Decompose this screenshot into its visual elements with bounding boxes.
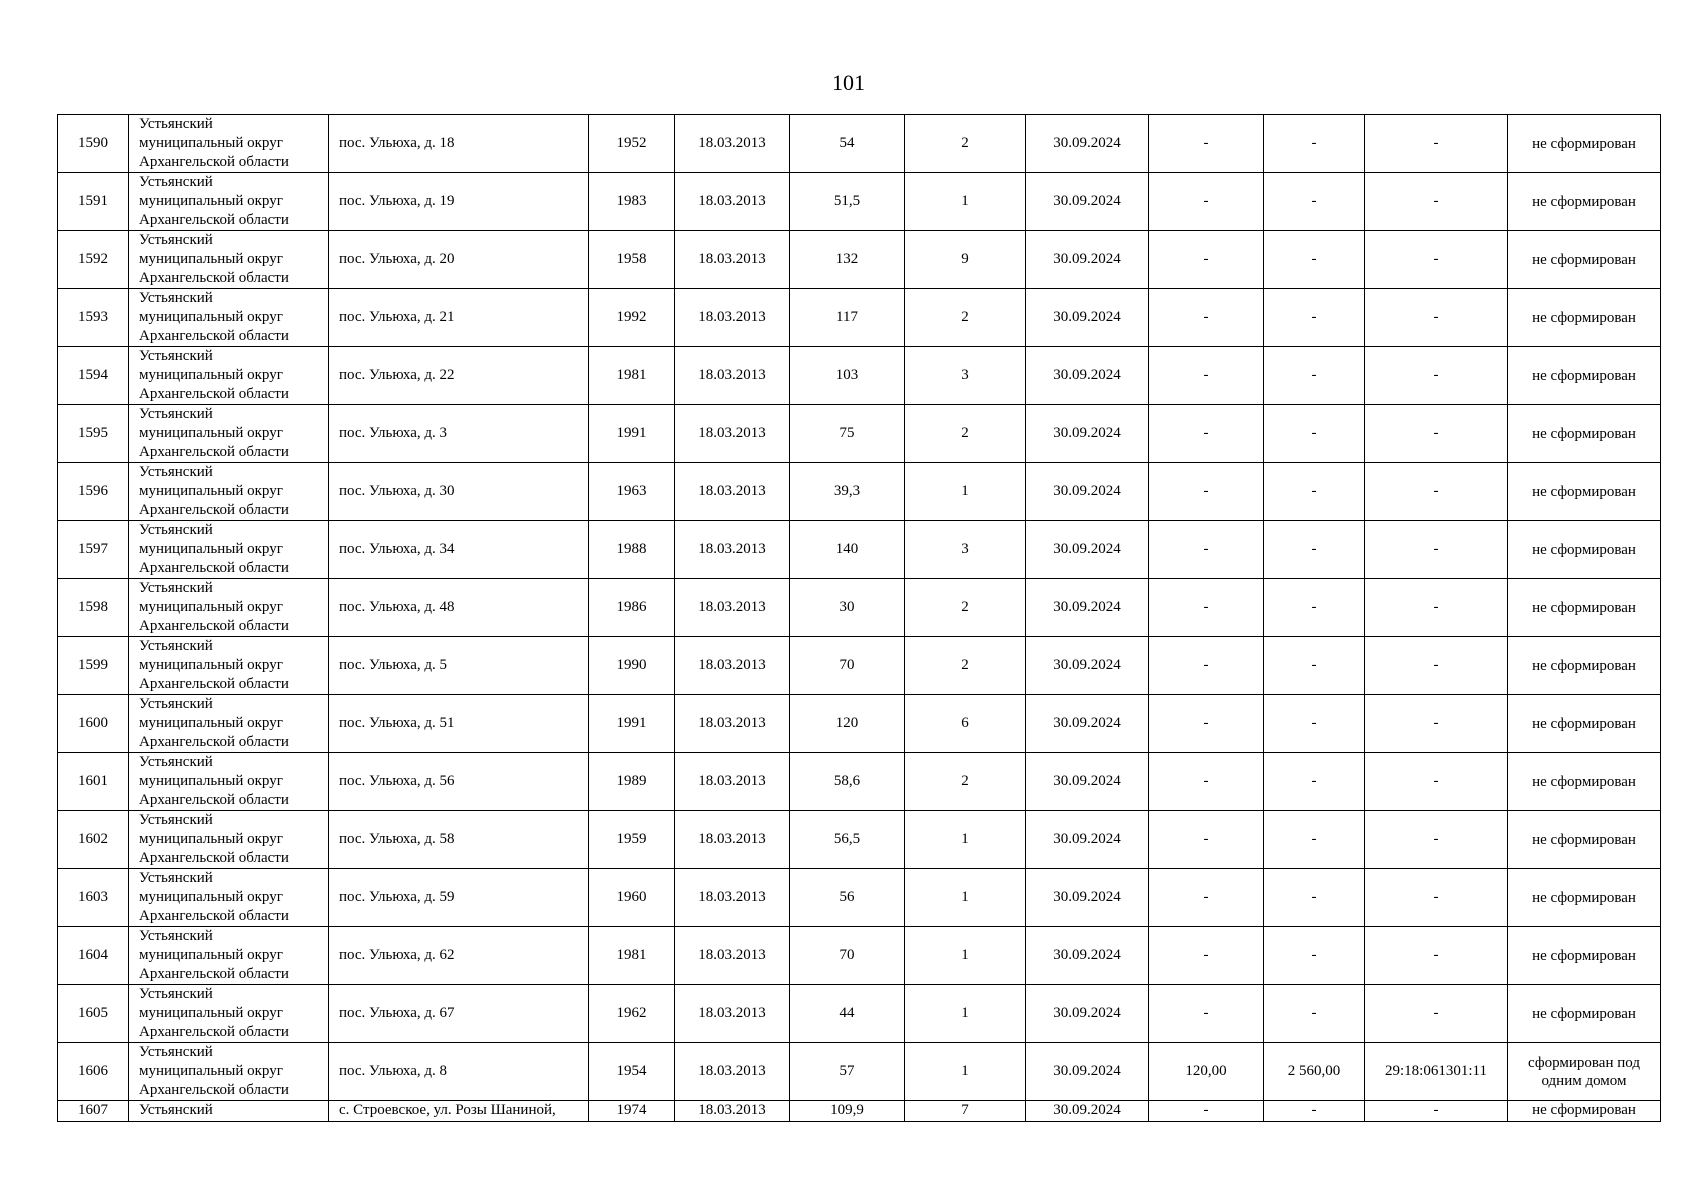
year-built-cell: 1991 — [589, 695, 675, 753]
land-area-cell: 120,00 — [1149, 1043, 1264, 1101]
cadastral-number-cell: - — [1365, 115, 1508, 173]
row-number-cell: 1597 — [58, 521, 129, 579]
status-cell: не сформирован — [1508, 521, 1661, 579]
area-cell: 117 — [790, 289, 905, 347]
municipality-line: Устьянский — [139, 870, 213, 886]
land-area-cell: - — [1149, 115, 1264, 173]
municipality-cell — [129, 811, 329, 869]
row-number-cell: 1605 — [58, 985, 129, 1043]
municipality-line: муниципальный округ — [139, 367, 283, 383]
table-body — [58, 115, 1661, 1122]
date-cell: 18.03.2013 — [675, 579, 790, 637]
row-number-cell: 1598 — [58, 579, 129, 637]
municipality-line: Устьянский — [139, 348, 213, 364]
municipality-line: Архангельской области — [139, 618, 289, 634]
area-cell: 58,6 — [790, 753, 905, 811]
status-cell: сформирован под одним домом — [1508, 1043, 1661, 1101]
cost-cell: - — [1264, 985, 1365, 1043]
municipality-line: Устьянский — [139, 522, 213, 538]
municipality-cell — [129, 521, 329, 579]
row-number-cell: 1591 — [58, 173, 129, 231]
land-area-cell: - — [1149, 173, 1264, 231]
address-cell: пос. Ульюха, д. 59 — [329, 869, 589, 927]
count-cell: 2 — [905, 753, 1026, 811]
count-cell: 2 — [905, 115, 1026, 173]
deadline-cell: 30.09.2024 — [1026, 231, 1149, 289]
count-cell: 1 — [905, 1043, 1026, 1101]
deadline-cell: 30.09.2024 — [1026, 347, 1149, 405]
date-cell: 18.03.2013 — [675, 811, 790, 869]
year-built-cell: 1986 — [589, 579, 675, 637]
municipality-cell — [129, 1101, 329, 1122]
row-number-cell: 1600 — [58, 695, 129, 753]
cadastral-number-cell: - — [1365, 347, 1508, 405]
cost-cell: - — [1264, 115, 1365, 173]
municipality-cell — [129, 927, 329, 985]
table-row — [58, 753, 1661, 811]
deadline-cell: 30.09.2024 — [1026, 521, 1149, 579]
area-cell: 132 — [790, 231, 905, 289]
municipality-line: муниципальный округ — [139, 309, 283, 325]
status-cell: не сформирован — [1508, 869, 1661, 927]
municipality-cell — [129, 579, 329, 637]
land-area-cell: - — [1149, 289, 1264, 347]
cadastral-number-cell: - — [1365, 289, 1508, 347]
municipality-line: Устьянский — [139, 290, 213, 306]
address-cell: пос. Ульюха, д. 56 — [329, 753, 589, 811]
municipality-cell — [129, 115, 329, 173]
status-cell: не сформирован — [1508, 811, 1661, 869]
municipality-cell — [129, 289, 329, 347]
land-area-cell: - — [1149, 405, 1264, 463]
row-number-cell: 1604 — [58, 927, 129, 985]
date-cell: 18.03.2013 — [675, 463, 790, 521]
deadline-cell: 30.09.2024 — [1026, 1101, 1149, 1122]
table-row — [58, 1043, 1661, 1101]
count-cell: 1 — [905, 869, 1026, 927]
cost-cell: - — [1264, 521, 1365, 579]
date-cell: 18.03.2013 — [675, 927, 790, 985]
municipality-line: муниципальный округ — [139, 425, 283, 441]
municipality-line: Архангельской области — [139, 560, 289, 576]
date-cell: 18.03.2013 — [675, 695, 790, 753]
area-cell: 44 — [790, 985, 905, 1043]
year-built-cell: 1958 — [589, 231, 675, 289]
municipality-line: Архангельской области — [139, 850, 289, 866]
count-cell: 3 — [905, 347, 1026, 405]
date-cell: 18.03.2013 — [675, 753, 790, 811]
cadastral-number-cell: - — [1365, 579, 1508, 637]
municipality-line: Устьянский — [139, 696, 213, 712]
area-cell: 57 — [790, 1043, 905, 1101]
count-cell: 2 — [905, 289, 1026, 347]
address-cell: пос. Ульюха, д. 22 — [329, 347, 589, 405]
address-cell: пос. Ульюха, д. 58 — [329, 811, 589, 869]
area-cell: 70 — [790, 637, 905, 695]
municipality-cell — [129, 869, 329, 927]
municipality-line: Архангельской области — [139, 1024, 289, 1040]
address-cell: пос. Ульюха, д. 34 — [329, 521, 589, 579]
area-cell: 75 — [790, 405, 905, 463]
page-number: 101 — [832, 70, 865, 95]
municipality-line: муниципальный округ — [139, 773, 283, 789]
municipality-line: Архангельской области — [139, 502, 289, 518]
municipality-cell — [129, 463, 329, 521]
land-area-cell: - — [1149, 695, 1264, 753]
row-number-cell: 1606 — [58, 1043, 129, 1101]
municipality-line: муниципальный округ — [139, 947, 283, 963]
row-number-cell: 1594 — [58, 347, 129, 405]
year-built-cell: 1988 — [589, 521, 675, 579]
year-built-cell: 1962 — [589, 985, 675, 1043]
row-number-cell: 1603 — [58, 869, 129, 927]
municipality-line: муниципальный округ — [139, 599, 283, 615]
municipality-cell — [129, 173, 329, 231]
date-cell: 18.03.2013 — [675, 985, 790, 1043]
address-cell: пос. Ульюха, д. 18 — [329, 115, 589, 173]
address-cell: пос. Ульюха, д. 62 — [329, 927, 589, 985]
table-row — [58, 927, 1661, 985]
cost-cell: - — [1264, 289, 1365, 347]
cadastral-number-cell: - — [1365, 173, 1508, 231]
deadline-cell: 30.09.2024 — [1026, 405, 1149, 463]
address-cell: пос. Ульюха, д. 20 — [329, 231, 589, 289]
cadastral-number-cell: 29:18:061301:11 — [1365, 1043, 1508, 1101]
count-cell: 1 — [905, 463, 1026, 521]
cadastral-number-cell: - — [1365, 1101, 1508, 1122]
year-built-cell: 1991 — [589, 405, 675, 463]
cost-cell: - — [1264, 927, 1365, 985]
date-cell: 18.03.2013 — [675, 869, 790, 927]
address-cell: пос. Ульюха, д. 3 — [329, 405, 589, 463]
land-area-cell: - — [1149, 463, 1264, 521]
municipality-line: Архангельской области — [139, 328, 289, 344]
municipality-line: Устьянский — [139, 464, 213, 480]
address-cell: пос. Ульюха, д. 67 — [329, 985, 589, 1043]
cost-cell: - — [1264, 1101, 1365, 1122]
municipality-line: Устьянский — [139, 638, 213, 654]
year-built-cell: 1992 — [589, 289, 675, 347]
deadline-cell: 30.09.2024 — [1026, 753, 1149, 811]
count-cell: 1 — [905, 811, 1026, 869]
area-cell: 51,5 — [790, 173, 905, 231]
cost-cell: - — [1264, 869, 1365, 927]
status-cell: не сформирован — [1508, 463, 1661, 521]
count-cell: 6 — [905, 695, 1026, 753]
status-cell: не сформирован — [1508, 927, 1661, 985]
municipality-line: Архангельской области — [139, 676, 289, 692]
municipality-line: Архангельской области — [139, 154, 289, 170]
municipality-line: муниципальный округ — [139, 193, 283, 209]
land-area-cell: - — [1149, 869, 1264, 927]
count-cell: 3 — [905, 521, 1026, 579]
table-row — [58, 1101, 1661, 1122]
municipality-cell — [129, 637, 329, 695]
address-cell: пос. Ульюха, д. 30 — [329, 463, 589, 521]
table-row — [58, 347, 1661, 405]
count-cell: 2 — [905, 579, 1026, 637]
municipality-line: муниципальный округ — [139, 657, 283, 673]
cost-cell: - — [1264, 637, 1365, 695]
address-cell: пос. Ульюха, д. 51 — [329, 695, 589, 753]
table-row — [58, 463, 1661, 521]
municipality-cell — [129, 695, 329, 753]
year-built-cell: 1959 — [589, 811, 675, 869]
municipality-line: Архангельской области — [139, 792, 289, 808]
area-cell: 56,5 — [790, 811, 905, 869]
land-area-cell: - — [1149, 1101, 1264, 1122]
land-area-cell: - — [1149, 231, 1264, 289]
municipality-line: Устьянский — [139, 232, 213, 248]
count-cell: 7 — [905, 1101, 1026, 1122]
municipality-line: Устьянский — [139, 754, 213, 770]
date-cell: 18.03.2013 — [675, 347, 790, 405]
year-built-cell: 1983 — [589, 173, 675, 231]
deadline-cell: 30.09.2024 — [1026, 115, 1149, 173]
count-cell: 2 — [905, 405, 1026, 463]
municipality-cell — [129, 1043, 329, 1101]
municipality-line: Архангельской области — [139, 966, 289, 982]
table-row — [58, 579, 1661, 637]
table-row — [58, 521, 1661, 579]
municipality-line: Устьянский — [139, 116, 213, 132]
municipality-cell — [129, 753, 329, 811]
table-row — [58, 695, 1661, 753]
cost-cell: - — [1264, 811, 1365, 869]
row-number-cell: 1593 — [58, 289, 129, 347]
deadline-cell: 30.09.2024 — [1026, 695, 1149, 753]
area-cell: 54 — [790, 115, 905, 173]
row-number-cell: 1596 — [58, 463, 129, 521]
cost-cell: - — [1264, 695, 1365, 753]
area-cell: 140 — [790, 521, 905, 579]
cost-cell: - — [1264, 347, 1365, 405]
cost-cell: - — [1264, 405, 1365, 463]
count-cell: 1 — [905, 173, 1026, 231]
status-cell: не сформирован — [1508, 579, 1661, 637]
deadline-cell: 30.09.2024 — [1026, 985, 1149, 1043]
area-cell: 30 — [790, 579, 905, 637]
cost-cell: 2 560,00 — [1264, 1043, 1365, 1101]
address-cell: пос. Ульюха, д. 19 — [329, 173, 589, 231]
municipality-cell — [129, 985, 329, 1043]
date-cell: 18.03.2013 — [675, 1101, 790, 1122]
deadline-cell: 30.09.2024 — [1026, 1043, 1149, 1101]
deadline-cell: 30.09.2024 — [1026, 811, 1149, 869]
area-cell: 120 — [790, 695, 905, 753]
municipality-line: Архангельской области — [139, 444, 289, 460]
row-number-cell: 1592 — [58, 231, 129, 289]
address-cell: пос. Ульюха, д. 48 — [329, 579, 589, 637]
cadastral-number-cell: - — [1365, 231, 1508, 289]
date-cell: 18.03.2013 — [675, 521, 790, 579]
cadastral-number-cell: - — [1365, 811, 1508, 869]
area-cell: 56 — [790, 869, 905, 927]
cost-cell: - — [1264, 173, 1365, 231]
area-cell: 109,9 — [790, 1101, 905, 1122]
row-number-cell: 1601 — [58, 753, 129, 811]
address-cell: пос. Ульюха, д. 8 — [329, 1043, 589, 1101]
address-cell: с. Строевское, ул. Розы Шаниной, — [329, 1101, 589, 1122]
count-cell: 1 — [905, 985, 1026, 1043]
deadline-cell: 30.09.2024 — [1026, 173, 1149, 231]
cadastral-number-cell: - — [1365, 985, 1508, 1043]
cost-cell: - — [1264, 579, 1365, 637]
municipality-line: Архангельской области — [139, 908, 289, 924]
area-cell: 70 — [790, 927, 905, 985]
land-area-cell: - — [1149, 985, 1264, 1043]
row-number-cell: 1595 — [58, 405, 129, 463]
cost-cell: - — [1264, 463, 1365, 521]
municipality-cell — [129, 231, 329, 289]
table-row — [58, 985, 1661, 1043]
cadastral-number-cell: - — [1365, 927, 1508, 985]
cadastral-number-cell: - — [1365, 869, 1508, 927]
municipality-line: муниципальный округ — [139, 831, 283, 847]
municipality-line: Архангельской области — [139, 212, 289, 228]
municipality-line: муниципальный округ — [139, 251, 283, 267]
cadastral-number-cell: - — [1365, 637, 1508, 695]
municipality-line: Устьянский — [139, 174, 213, 190]
year-built-cell: 1990 — [589, 637, 675, 695]
municipality-line: муниципальный округ — [139, 715, 283, 731]
status-cell: не сформирован — [1508, 753, 1661, 811]
municipality-line: муниципальный округ — [139, 135, 283, 151]
municipality-line: муниципальный округ — [139, 1005, 283, 1021]
year-built-cell: 1952 — [589, 115, 675, 173]
table-row — [58, 869, 1661, 927]
date-cell: 18.03.2013 — [675, 115, 790, 173]
status-cell: не сформирован — [1508, 985, 1661, 1043]
land-area-cell: - — [1149, 347, 1264, 405]
row-number-cell: 1602 — [58, 811, 129, 869]
year-built-cell: 1989 — [589, 753, 675, 811]
status-cell: не сформирован — [1508, 637, 1661, 695]
table-row — [58, 173, 1661, 231]
date-cell: 18.03.2013 — [675, 405, 790, 463]
municipality-line: Устьянский — [139, 580, 213, 596]
table-row — [58, 405, 1661, 463]
table-row — [58, 289, 1661, 347]
address-cell: пос. Ульюха, д. 5 — [329, 637, 589, 695]
year-built-cell: 1960 — [589, 869, 675, 927]
row-number-cell: 1599 — [58, 637, 129, 695]
municipality-line: Архангельской области — [139, 734, 289, 750]
status-cell: не сформирован — [1508, 115, 1661, 173]
municipality-line: Архангельской области — [139, 270, 289, 286]
municipality-line: муниципальный округ — [139, 541, 283, 557]
land-area-cell: - — [1149, 927, 1264, 985]
municipality-line: Архангельской области — [139, 1082, 289, 1098]
cost-cell: - — [1264, 753, 1365, 811]
cadastral-number-cell: - — [1365, 521, 1508, 579]
count-cell: 9 — [905, 231, 1026, 289]
date-cell: 18.03.2013 — [675, 173, 790, 231]
cadastral-number-cell: - — [1365, 695, 1508, 753]
row-number-cell: 1607 — [58, 1101, 129, 1122]
year-built-cell: 1981 — [589, 927, 675, 985]
status-cell: не сформирован — [1508, 173, 1661, 231]
table-row — [58, 115, 1661, 173]
land-area-cell: - — [1149, 811, 1264, 869]
housing-registry-table — [57, 114, 1661, 1122]
date-cell: 18.03.2013 — [675, 231, 790, 289]
date-cell: 18.03.2013 — [675, 637, 790, 695]
municipality-line: муниципальный округ — [139, 483, 283, 499]
municipality-line: Устьянский — [139, 812, 213, 828]
address-cell: пос. Ульюха, д. 21 — [329, 289, 589, 347]
deadline-cell: 30.09.2024 — [1026, 289, 1149, 347]
status-cell: не сформирован — [1508, 405, 1661, 463]
municipality-line: Устьянский — [139, 1102, 213, 1118]
cost-cell: - — [1264, 231, 1365, 289]
municipality-line: Устьянский — [139, 986, 213, 1002]
status-cell: не сформирован — [1508, 1101, 1661, 1122]
count-cell: 2 — [905, 637, 1026, 695]
table-row — [58, 231, 1661, 289]
municipality-line: Устьянский — [139, 406, 213, 422]
status-cell: не сформирован — [1508, 695, 1661, 753]
deadline-cell: 30.09.2024 — [1026, 637, 1149, 695]
municipality-line: муниципальный округ — [139, 1063, 283, 1079]
deadline-cell: 30.09.2024 — [1026, 463, 1149, 521]
land-area-cell: - — [1149, 753, 1264, 811]
area-cell: 39,3 — [790, 463, 905, 521]
year-built-cell: 1974 — [589, 1101, 675, 1122]
deadline-cell: 30.09.2024 — [1026, 579, 1149, 637]
count-cell: 1 — [905, 927, 1026, 985]
deadline-cell: 30.09.2024 — [1026, 869, 1149, 927]
land-area-cell: - — [1149, 579, 1264, 637]
year-built-cell: 1954 — [589, 1043, 675, 1101]
cadastral-number-cell: - — [1365, 753, 1508, 811]
table-row — [58, 811, 1661, 869]
table-row — [58, 637, 1661, 695]
area-cell: 103 — [790, 347, 905, 405]
municipality-line: муниципальный округ — [139, 889, 283, 905]
date-cell: 18.03.2013 — [675, 1043, 790, 1101]
municipality-cell — [129, 347, 329, 405]
status-cell: не сформирован — [1508, 289, 1661, 347]
row-number-cell: 1590 — [58, 115, 129, 173]
cadastral-number-cell: - — [1365, 405, 1508, 463]
status-cell: не сформирован — [1508, 347, 1661, 405]
status-cell: не сформирован — [1508, 231, 1661, 289]
municipality-line: Устьянский — [139, 1044, 213, 1060]
year-built-cell: 1981 — [589, 347, 675, 405]
municipality-cell — [129, 405, 329, 463]
date-cell: 18.03.2013 — [675, 289, 790, 347]
deadline-cell: 30.09.2024 — [1026, 927, 1149, 985]
municipality-line: Устьянский — [139, 928, 213, 944]
year-built-cell: 1963 — [589, 463, 675, 521]
land-area-cell: - — [1149, 521, 1264, 579]
cadastral-number-cell: - — [1365, 463, 1508, 521]
municipality-line: Архангельской области — [139, 386, 289, 402]
land-area-cell: - — [1149, 637, 1264, 695]
